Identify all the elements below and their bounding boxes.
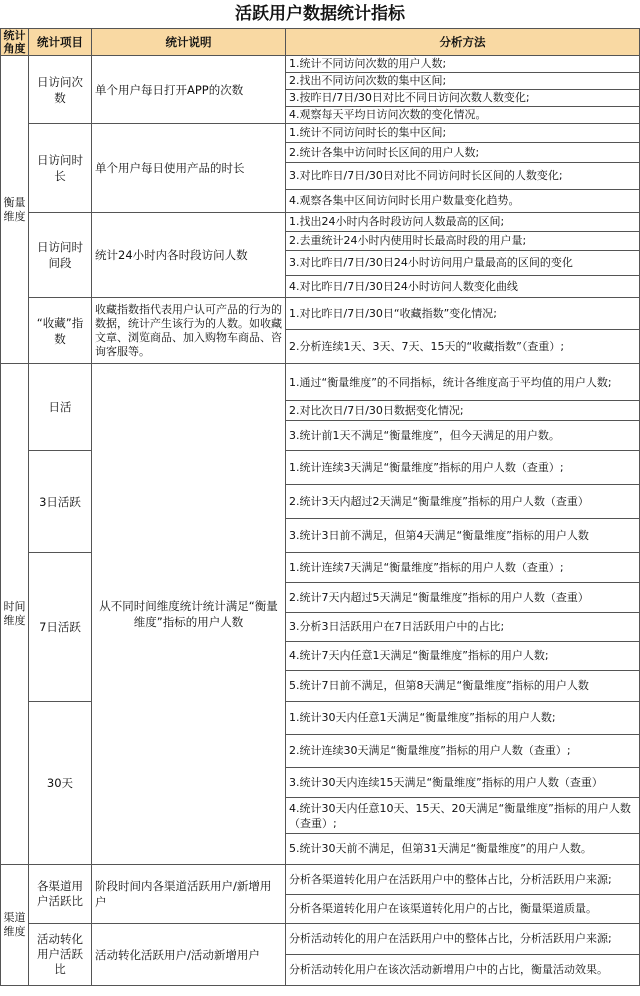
table-row — [1, 364, 640, 401]
desc-cell: 收藏指数指代表用户认可产品的行为的数据，统计产生该行为的人数。如收藏文章、浏览商品、加入购物车商品、咨询客服等。 — [92, 298, 286, 364]
item-cell: “收藏”指数 — [29, 298, 92, 364]
item-cell: 活动转化用户活跃比 — [29, 924, 92, 986]
table-row — [1, 124, 640, 143]
method-cell: 2.对比次日/7日/30日数据变化情况; — [286, 401, 640, 421]
method-cell: 5.统计7日前不满足，但第8天满足“衡量维度”指标的用户人数 — [286, 671, 640, 702]
method-cell: 2.找出不同访问次数的集中区间; — [286, 73, 640, 90]
metrics-table — [0, 28, 640, 986]
method-cell: 2.统计连续30天满足“衡量维度”指标的用户人数（查重）; — [286, 735, 640, 768]
table-row — [1, 213, 640, 232]
method-cell: 3.统计30天内连续15天满足“衡量维度”指标的用户人数（查重） — [286, 768, 640, 798]
method-cell: 3.统计3日前不满足，但第4天满足“衡量维度”指标的用户人数 — [286, 519, 640, 553]
table-row — [1, 56, 640, 73]
dimension-channel: 渠道维度 — [1, 865, 29, 986]
desc-cell: 活动转化活跃用户/活动新增用户 — [92, 924, 286, 986]
header-row — [1, 29, 640, 56]
method-cell: 2.统计7天内超过5天满足“衡量维度”指标的用户人数（查重） — [286, 583, 640, 613]
table-row — [1, 924, 640, 955]
method-cell: 1.对比昨日/7日/30日“收藏指数”变化情况; — [286, 298, 640, 330]
item-cell: 30天 — [29, 702, 92, 865]
method-cell: 2.统计3天内超过2天满足“衡量维度”指标的用户人数（查重） — [286, 485, 640, 519]
item-cell: 日访问次数 — [29, 56, 92, 124]
method-cell: 1.统计不同访问时长的集中区间; — [286, 124, 640, 143]
item-cell: 日活 — [29, 364, 92, 451]
method-cell: 1.找出24小时内各时段访问人数最高的区间; — [286, 213, 640, 232]
method-cell: 1.统计30天内任意1天满足“衡量维度”指标的用户人数; — [286, 702, 640, 735]
dimension-time: 时间维度 — [1, 364, 29, 865]
method-cell: 4.对比昨日/7日/30日24小时访问人数变化曲线 — [286, 276, 640, 298]
method-cell: 分析各渠道转化用户在该渠道转化用户的占比，衡量渠道质量。 — [286, 895, 640, 924]
method-cell: 3.对比昨日/7日/30日24小时访问用户量最高的区间的变化 — [286, 251, 640, 276]
method-cell: 1.通过“衡量维度”的不同指标，统计各维度高于平均值的用户人数; — [286, 364, 640, 401]
header-angle: 统计角度 — [1, 29, 29, 56]
item-cell: 日访问时长 — [29, 124, 92, 213]
desc-cell: 单个用户每日打开APP的次数 — [92, 56, 286, 124]
method-cell: 3.对比昨日/7日/30日对比不同访问时长区间的人数变化; — [286, 163, 640, 190]
method-cell: 3.统计前1天不满足“衡量维度”，但今天满足的用户数。 — [286, 421, 640, 451]
item-cell: 日访问时间段 — [29, 213, 92, 298]
header-item: 统计项目 — [29, 29, 92, 56]
desc-cell: 阶段时间内各渠道活跃用户/新增用户 — [92, 865, 286, 924]
table-row — [1, 298, 640, 330]
item-cell: 各渠道用户活跃比 — [29, 865, 92, 924]
method-cell: 4.观察各集中区间访问时长用户数量变化趋势。 — [286, 190, 640, 213]
method-cell: 4.统计7天内任意1天满足“衡量维度”指标的用户人数; — [286, 642, 640, 671]
dimension-measure: 衡量维度 — [1, 56, 29, 364]
method-cell: 4.观察每天平均日访问次数的变化情况。 — [286, 107, 640, 124]
item-cell: 3日活跃 — [29, 451, 92, 553]
desc-cell: 单个用户每日使用产品的时长 — [92, 124, 286, 213]
method-cell: 4.统计30天内任意10天、15天、20天满足“衡量维度”指标的用户人数（查重）; — [286, 798, 640, 834]
method-cell: 分析活动转化的用户在活跃用户中的整体占比，分析活跃用户来源; — [286, 924, 640, 955]
item-cell: 7日活跃 — [29, 553, 92, 702]
method-cell: 2.去重统计24小时内使用时长最高时段的用户量; — [286, 232, 640, 251]
time-desc-cell: 从不同时间维度统计统计满足“衡量维度”指标的用户人数 — [92, 364, 286, 865]
header-desc: 统计说明 — [92, 29, 286, 56]
method-cell: 分析活动转化用户在该次活动新增用户中的占比，衡量活动效果。 — [286, 955, 640, 986]
method-cell: 5.统计30天前不满足，但第31天满足“衡量维度”的用户人数。 — [286, 834, 640, 865]
method-cell: 3.分析3日活跃用户在7日活跃用户中的占比; — [286, 613, 640, 642]
method-cell: 3.按昨日/7日/30日对比不同日访问次数人数变化; — [286, 90, 640, 107]
method-cell: 分析各渠道转化用户在活跃用户中的整体占比，分析活跃用户来源; — [286, 865, 640, 895]
header-method: 分析方法 — [286, 29, 640, 56]
method-cell: 1.统计连续7天满足“衡量维度”指标的用户人数（查重）; — [286, 553, 640, 583]
method-cell: 2.统计各集中访问时长区间的用户人数; — [286, 143, 640, 163]
method-cell: 1.统计连续3天满足“衡量维度”指标的用户人数（查重）; — [286, 451, 640, 485]
desc-cell: 统计24小时内各时段访问人数 — [92, 213, 286, 298]
method-cell: 1.统计不同访问次数的用户人数; — [286, 56, 640, 73]
page-title: 活跃用户数据统计指标 — [235, 4, 405, 24]
method-cell: 2.分析连续1天、3天、7天、15天的“收藏指数”（查重）; — [286, 330, 640, 364]
table-row — [1, 865, 640, 895]
